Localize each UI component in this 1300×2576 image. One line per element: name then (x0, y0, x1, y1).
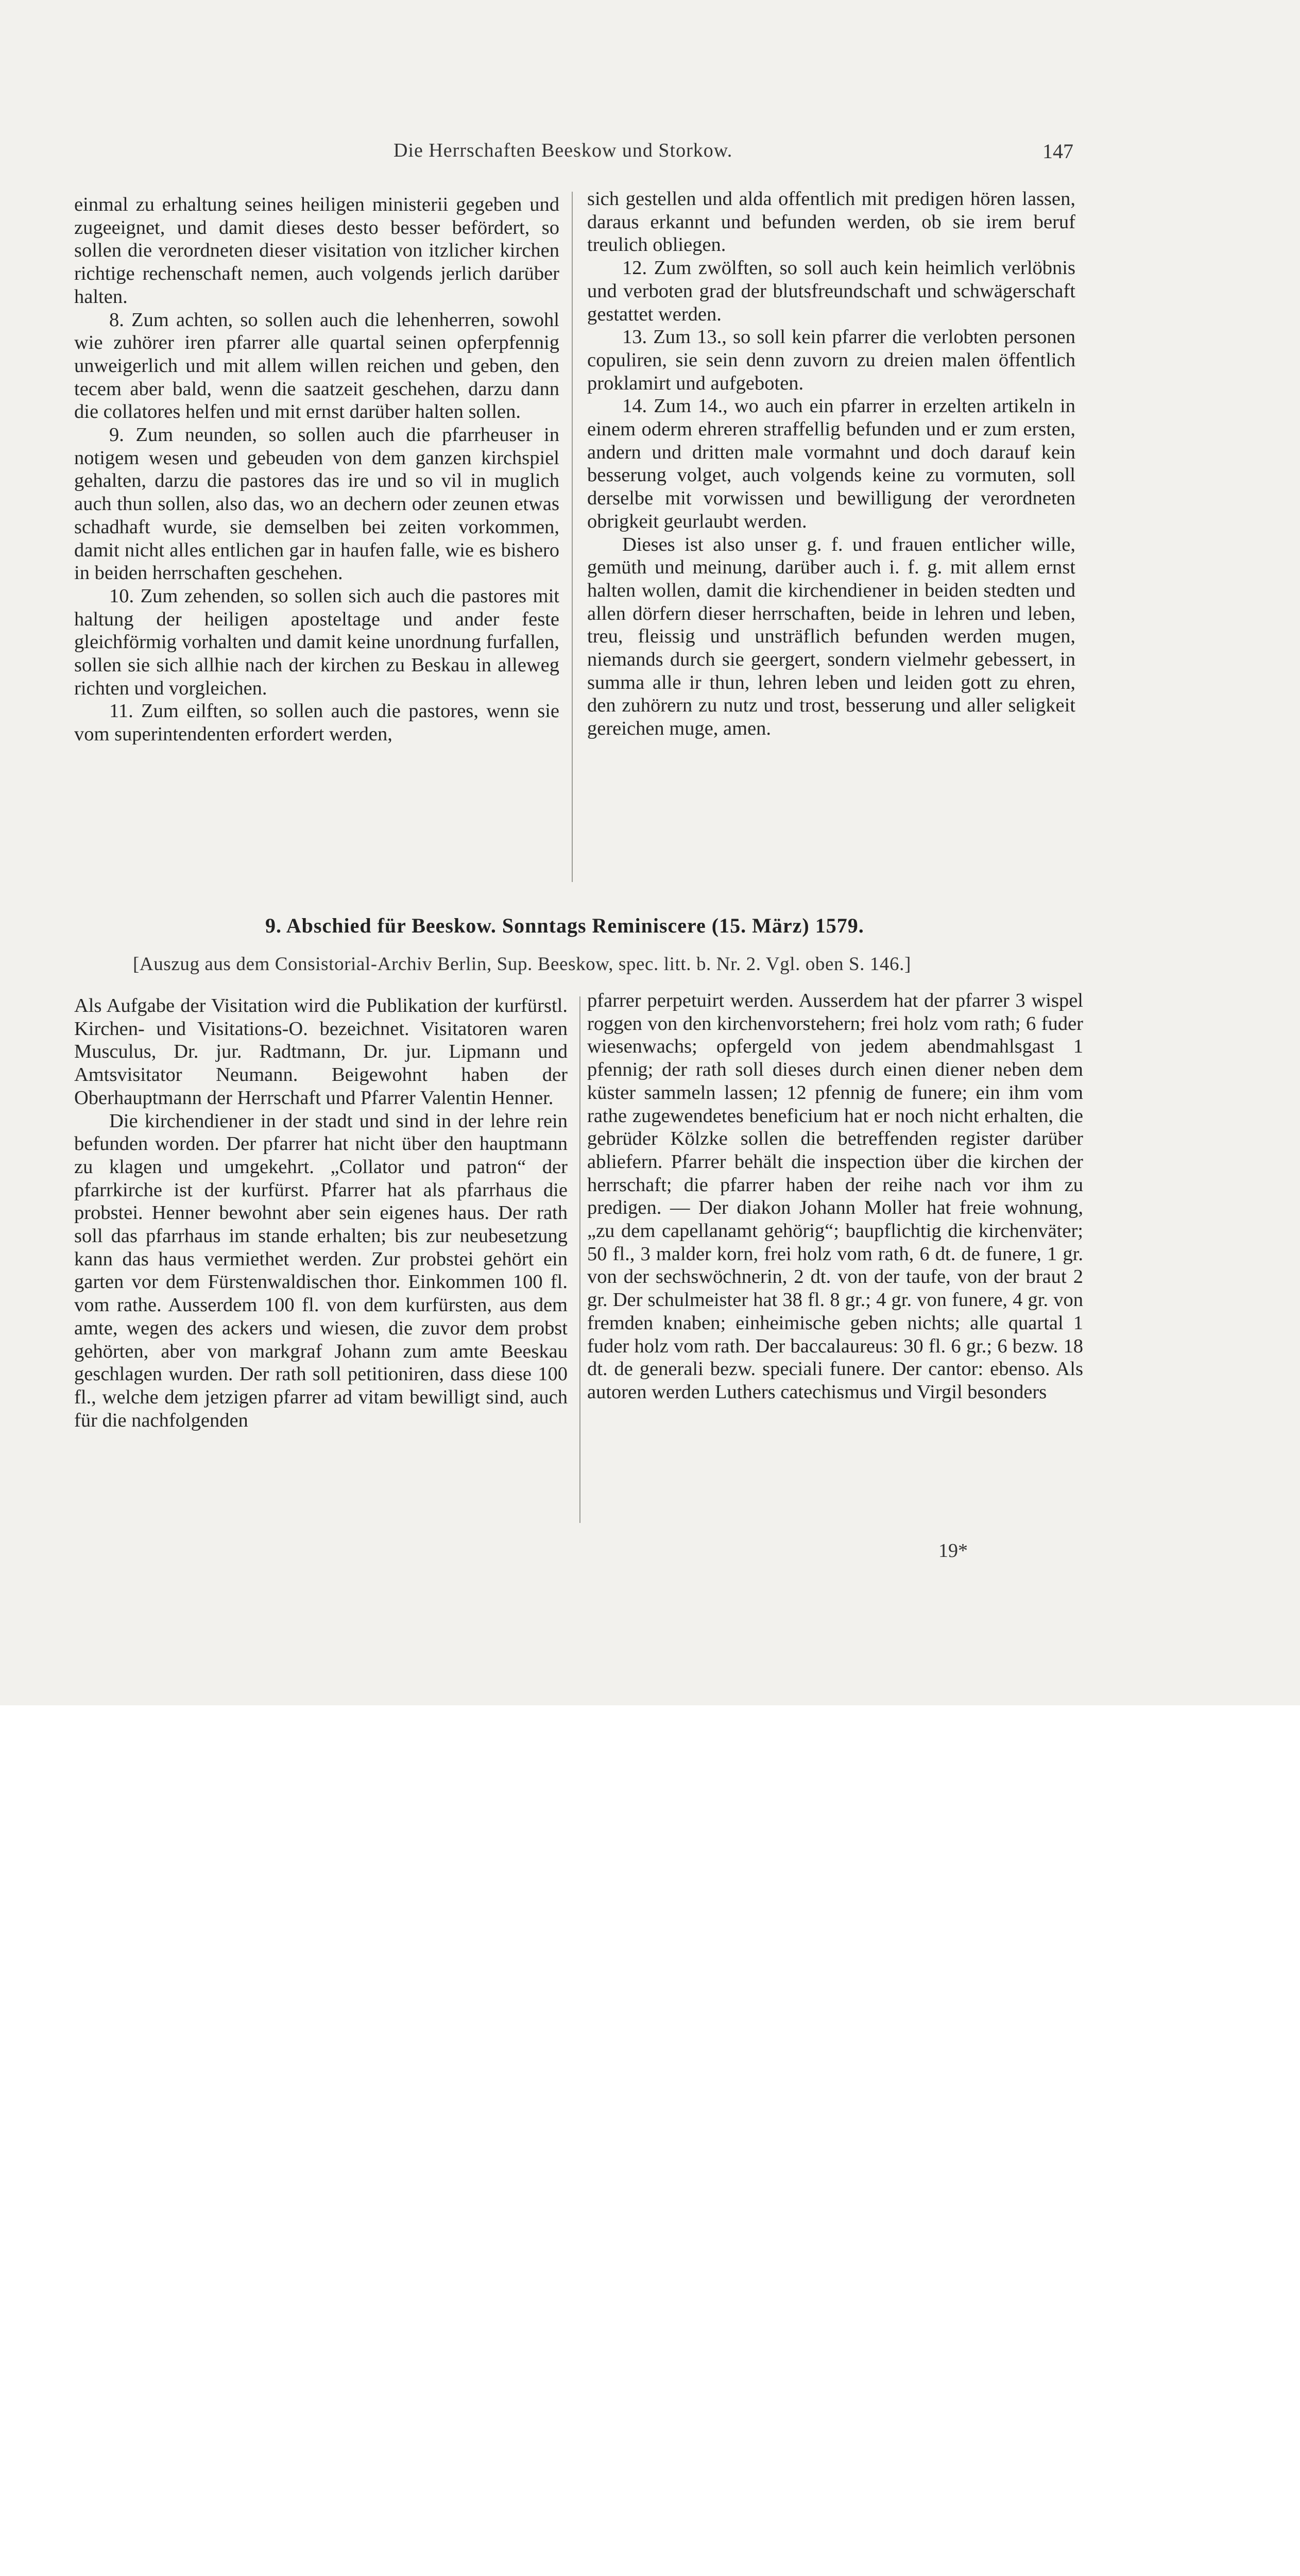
paragraph: 14. Zum 14., wo auch ein pfarrer in erzelten artikeln in einem oderm ehreren straffellig befunden und er zum ersten, andern und dritten male vormahnt und doch darauf kein besserung volget, auch volgends keine zu vormuten, soll derselbe mit vorwissen und bewilligung der verordneten obrigkeit geurlaubt werden. (587, 395, 1075, 532)
signature-mark: 19* (938, 1540, 968, 1562)
page-header (394, 139, 1073, 170)
right-column-bottom (587, 989, 1083, 1404)
column-divider (579, 996, 580, 1523)
paragraph: einmal zu erhaltung seines heiligen ministerii gegeben und zugeeignet, und damit dieses desto besser befördert, so sollen die verordneten dieser visitation von itzlicher kirchen richtige rechenschaft nemen, auch volgends jerlich darüber halten. (74, 194, 559, 308)
column-divider (572, 192, 573, 882)
page-number: 147 (1042, 140, 1073, 163)
footer-bar (0, 1705, 1300, 1800)
paragraph: 12. Zum zwölften, so soll auch kein heimlich verlöbnis und verboten grad der blutsfreundschaft und schwägerschaft gestattet werden. (587, 257, 1075, 325)
right-column-top (587, 188, 1075, 740)
paragraph: Die kirchendiener in der stadt und sind in der lehre rein befunden worden. Der pfarrer hat nicht über den hauptmann zu klagen und umgekehrt. „Collator und patron“ der pfarrkirche ist der kurfürst. Pfarrer hat als pfarrhaus die probstei. Henner bewohnt aber sein eigenes haus. Der rath soll das pfarrhaus im stande erhalten; bis zur neubesetzung kann das haus vermiethet werden. Zur probstei gehört ein garten vor dem Fürstenwaldischen thor. Einkommen 100 fl. vom rathe. Ausserdem 100 fl. von dem kurfürsten, aus dem amte, wegen des ackers und wiesen, die zuvor dem probst gehörten, aber von markgraf Johann zum amte Beeskau geschlagen wurden. Der rath soll petitioniren, dass diese 100 fl., welche dem jetzigen pfarrer ad vitam bewilligt sind, auch für die nachfolgenden (74, 1110, 568, 1431)
paragraph: 9. Zum neunden, so sollen auch die pfarrheuser in notigem wesen und gebeuden von dem ganzen kirchspiel gehalten, darzu die pastores das ire und so vil in muglich auch thun sollen, also das, wo an dechern oder zeunen etwas schadhaft wurde, sie demselben bei zeiten vorkommen, damit nicht alles entlichen gar in haufen falle, wie es bishero in beiden herrschaften geschehen. (74, 424, 559, 584)
paragraph: 8. Zum achten, so sollen auch die lehenherren, sowohl wie zuhörer iren pfarrer alle quartal seinen opferpfennig unweigerlich und mit allem willen reichen und geben, den tecem aber bald, wenn die saatzeit geschehen, darzu dann die collatores helfen und mit ernst darüber halten sollen. (74, 309, 559, 423)
paragraph: Dieses ist also unser g. f. und frauen entlicher wille, gemüth und meinung, darüber auch i. f. g. mit allem ernst halten wollen, damit die kirchendiener in beiden stedten und allen dörfern dieser herrschaften, beide in lehren und leben, treu, fleissig und unsträflich befunden werden mugen, niemands durch sie geergert, sondern vielmehr gebessert, in summa alle ir thun, lehren leben und leiden gott zu ehren, den zuhörern zu nutz und trost, besserung und aller seligkeit gereichen muge, amen. (587, 533, 1075, 740)
running-title: Die Herrschaften Beeskow und Storkow. (394, 140, 733, 161)
left-column-top (74, 193, 559, 746)
paragraph: 13. Zum 13., so soll kein pfarrer die verlobten personen copuliren, sie sein denn zuvorn zu dreien malen öffentlich proklamirt und aufgeboten. (587, 326, 1075, 394)
paragraph: 10. Zum zehenden, so sollen sich auch die pastores mit haltung der heiligen aposteltage und ander feste gleichförmig vorhalten und damit keine unordnung furfallen, sollen sie sich allhie nach der kirchen zu Beskau in alleweg richten und vorgleichen. (74, 585, 559, 699)
paragraph: sich gestellen und alda offentlich mit predigen hören lassen, daraus erkannt und befunden werden, ob sie irem beruf treulich obliegen. (587, 188, 1075, 256)
paragraph: Als Aufgabe der Visitation wird die Publikation der kurfürstl. Kirchen- und Visitations-O. bezeichnet. Visitatoren waren Musculus, Dr. jur. Radtmann, Dr. jur. Lipmann und Amtsvisitator Neumann. Beigewohnt haben der Oberhauptmann der Herrschaft und Pfarrer Valentin Henner. (74, 995, 568, 1109)
section-source-note: [Auszug aus dem Consistorial-Archiv Berlin, Sup. Beeskow, spec. litt. b. Nr. 2. Vgl. oben S. 146.] (133, 954, 911, 975)
paragraph: 11. Zum eilften, so sollen auch die pastores, wenn sie vom superintendenten erfordert werden, (74, 700, 559, 745)
section-heading: 9. Abschied für Beeskow. Sonntags Reminiscere (15. März) 1579. (265, 914, 864, 937)
left-column-bottom (74, 994, 568, 1432)
paragraph: pfarrer perpetuirt werden. Ausserdem hat der pfarrer 3 wispel roggen von den kirchenvorstehern; frei holz vom rath; 6 fuder wiesenwachs; opfergeld von jedem abendmahlsgast 1 pfennig; der rath soll dieses durch einen diener neben dem küster sammeln lassen; 12 pfennig de funere; ein ihm vom rathe zugewendetes beneficium hat er noch nicht erhalten, die gebrüder Kölzke sollen die betreffenden register darüber abliefern. Pfarrer behält die inspection über die kirchen der herrschaft; die pfarrer haben der reihe nach vor ihm zu predigen. — Der diakon Johann Moller hat freie wohnung, „zu dem capellanamt gehörig“; baupflichtig die kirchenväter; 50 fl., 3 malder korn, frei holz vom rath, 6 dt. de funere, 1 gr. von der sechswöchnerin, 2 dt. von der taufe, von der braut 2 gr. Der schulmeister hat 38 fl. 8 gr.; 4 gr. von funere, 4 gr. von fremden knaben; einheimische geben nichts; alle quartal 1 fuder holz vom rath. Der baccalaureus: 30 fl. 6 gr.; 6 bezw. 18 dt. de generali bezw. speciali funere. Der cantor: ebenso. Als autoren werden Luthers catechismus und Virgil besonders (587, 990, 1083, 1403)
